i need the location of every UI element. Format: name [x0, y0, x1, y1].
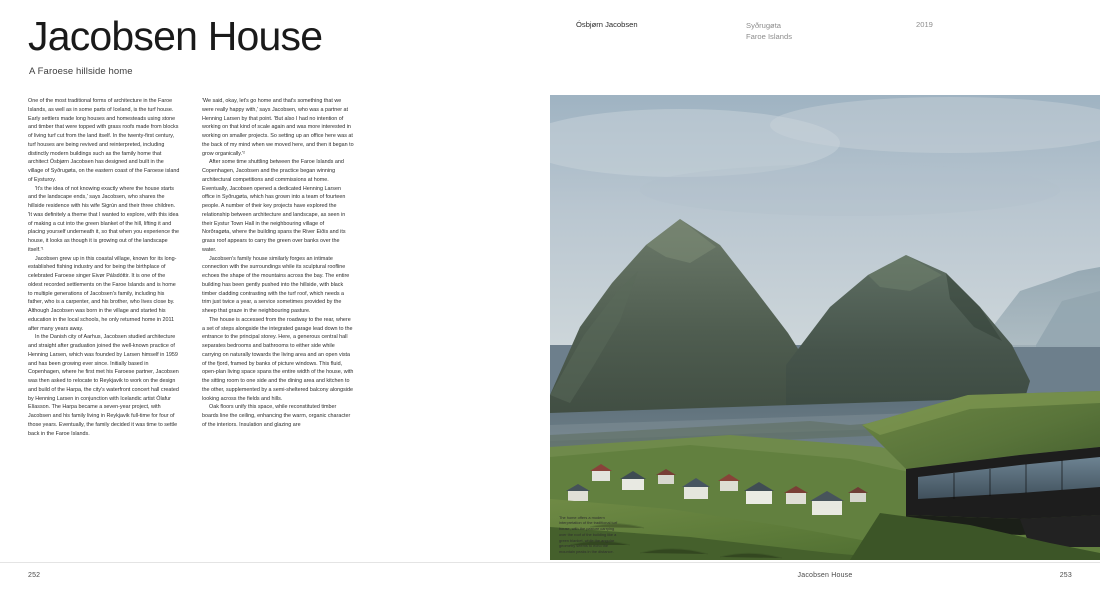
folio-left: 252 [28, 572, 41, 579]
folio-right: 253 [1059, 572, 1072, 579]
paragraph: One of the most traditional forms of architecture in the Faroe Islands, as well as in some parts of Iceland, is the turf house. Early settlers made long houses and homesteads using stone and timber that were topped with grass roofs made from blocks of living turf cut from the land itself. In the twenty-first century, turf houses are being revived and reinterpreted, including distinctly modern buildings such as the family home that architect Ósbjørn Jacobsen has designed and built in the village of Syðrugøta, on the eastern coast of the Faroese island of Eysturoy. [28, 98, 180, 183]
paragraph: Jacobsen grew up in this coastal village, known for its long-established fishing industry and for being the birthplace of celebrated Faroese singer Eivør Pálsdóttir. It is one of the oldest recorded settlements on the Faroe Islands and is home to multiple generations of Jacobsen's family, including his father, who is a carpenter, and his brother, who lives close by. Although Jacobsen was born in the village and started his education in the local schools, he only returned home in 2011 after many years away. [28, 255, 177, 332]
right-page [550, 0, 1100, 593]
footer-rule-right [550, 562, 1100, 563]
meta-architect: Ósbjørn Jacobsen [576, 20, 638, 29]
page-title: Jacobsen House [28, 13, 323, 59]
paragraph: Oak floors unify this space, while reconstituted timber boards line the ceiling, enhancing the warm, organic character of the interiors. Insulation and glazing are [202, 404, 351, 428]
paragraph: Jacobsen's family house similarly forges an intimate connection with the surroundings while its sculptural roofline echoes the shape of the mountains across the bay. The entire building has been gently pushed into the hillside, with black timber cladding contrasting with the turf roof, which needs a trim just twice a year, a service sometimes provided by the sheep that graze in the neighbouring pasture. [202, 255, 350, 314]
text-column-2 [202, 97, 354, 438]
paragraph: 'It's the idea of not knowing exactly where the house starts and the landscape ends,' says Jacobsen, who shares the hillside residence with his wife Sigrún and their three children. 'It was definitely a theme that I wanted to explore, with this idea of making a cut into the green blanket of the hill, lifting it and placing yourself underneath it, so that when you experience the house, it looks as though it is growing out of the landscape itself.'¹ [28, 185, 180, 253]
meta-location-line2: Faroe Islands [746, 32, 793, 41]
meta-location-line1: Syðrugøta [746, 21, 782, 30]
title-block [28, 13, 508, 77]
text-column-1 [28, 97, 180, 438]
footer-rule-left [0, 562, 550, 563]
page-subtitle: A Faroese hillside home [29, 65, 133, 77]
project-meta [576, 20, 1076, 42]
meta-location [746, 20, 916, 42]
running-head: Jacobsen House [797, 572, 853, 579]
hillside-house-illustration [550, 95, 1100, 560]
project-photo [550, 95, 1100, 560]
body-columns [28, 97, 518, 438]
paragraph: 'We said, okay, let's go home and that's something that we were really happy with,' says Jacobsen, who was a partner at Henning Larsen by that point. 'But also I had no intention of working on that kind of scale again and was more interested in working on smaller projects. So setting up an office here was at the back of my mind when we moved here, and then it began to grow organically.'² [202, 98, 354, 157]
paragraph: After some time shuttling between the Faroe Islands and Copenhagen, Jacobsen and the practice began winning architectural competitions and commissions at home. Eventually, Jacobsen opened a dedicated Henning Larsen office in Syðrugøta, which has grown into a team of fourteen people. A number of their key projects have explored the relationship between architecture and landscape, as seen in their Eystur Town Hall in the neighbouring village of Norðragøta, where the building spans the River Eiðis and its grass roof appears to carry the green over banks over the water. [202, 159, 346, 253]
paragraph: In the Danish city of Aarhus, Jacobsen studied architecture and straight after graduation joined the well-known practice of Henning Larsen, which was founded by Larsen himself in 1959 and has been growing ever since. Initially based in Copenhagen, where he first met his Faroese partner, Jacobsen was then asked to relocate to Reykjavik to work on the design and build of the Harpa, the city's waterfront concert hall created by Henning Larsen in conjunction with Icelandic artist Ólafur Elíasson. The Harpa became a seven-year project, with Jacobsen and his family living in Reykjavik full-time for four of those years. Eventually, the family decided it was time to settle back in the Faroe Islands. [28, 334, 179, 437]
photo-caption: The home offers a modern interpretation of the traditional turf house, with the pasture carrying over the roof of the building like a green blanket, while the angular geometry seems to echo the mountain peaks in the distance. [559, 514, 618, 555]
photo-frame [550, 95, 1100, 560]
paragraph: The house is accessed from the roadway to the rear, where a set of steps alongside the integrated garage lead down to the entrance to the principal storey. Here, a generous central hall separates bedrooms and bathrooms to either side while carrying on naturally towards the living area and an open vista of the fjord, framed by banks of picture windows. This fluid, open-plan living space spans the entire width of the house, with the sitting room to one side and the dining area and kitchen to the other, supplemented by a semi-sheltered balcony alongside looking across the fields and hills. [202, 316, 354, 402]
meta-year: 2019 [916, 20, 933, 29]
